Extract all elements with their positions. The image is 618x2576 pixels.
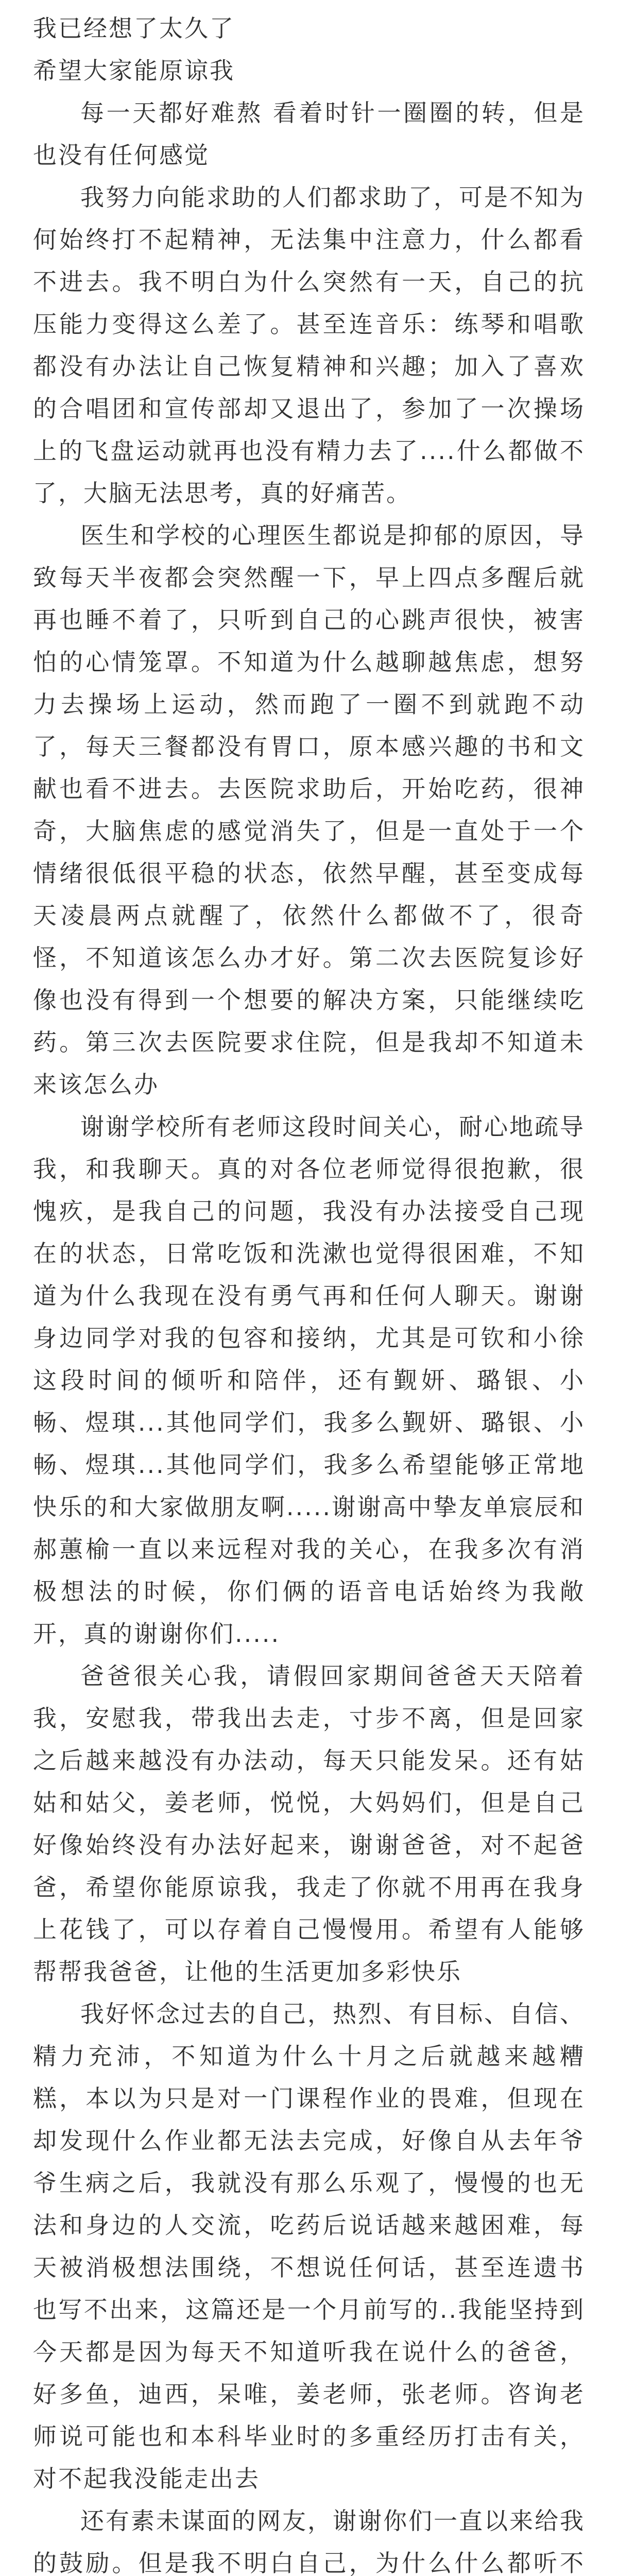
paragraph: 我好怀念过去的自己，热烈、有目标、自信、精力充沛，不知道为什么十月之后就越来越糟糕，本以为只是对一门课程作业的畏难，但现在却发现什么作业都无法去完成，好像自从去年爷爷生病之后，我就没有那么乐观了，慢慢的也无法和身边的人交流，吃药后说话越来越困难，每天被消极想法围绕，不想说任何话，甚至连遗书也写不出来，这篇还是一个月前写的..我能坚持到今天都是因为每天不知道听我在说什么的爸爸，好多鱼，迪西，呆唯，姜老师，张老师。咨询老师说可能也和本科毕业时的多重经历打击有关，对不起我没能走出去 xyxy=(33,2000,585,2493)
paragraph: 谢谢学校所有老师这段时间关心，耐心地疏导我，和我聊天。真的对各位老师觉得很抱歉，很愧疚，是我自己的问题，我没有办法接受自己现在的状态，日常吃饭和洗漱也觉得很困难，不知道为什么我现在没有勇气再和任何人聊天。谢谢身边同学对我的包容和接纳，尤其是可钦和小徐这段时间的倾听和陪伴，还有觐妍、璐银、小畅、煜琪...其他同学们，我多么觐妍、璐银、小畅、煜琪...其他同学们，我多么希望能够正常地快乐的和大家做朋友啊.....谢谢高中挚友单宸辰和郝蕙榆一直以来远程对我的关心，在我多次有消极想法的时候，你们俩的语音电话始终为我敞开，真的谢谢你们..... xyxy=(33,1113,585,1648)
paragraph: 爸爸很关心我，请假回家期间爸爸天天陪着我，安慰我，带我出去走，寸步不离，但是回家之后越来越没有办法动，每天只能发呆。还有姑姑和姑父，姜老师，悦悦，大妈妈们，但是自己好像始终没有办法好起来，谢谢爸爸，对不起爸爸，希望你能原谅我，我走了你就不用再在我身上花钱了，可以存着自己慢慢用。希望有人能够帮帮我爸爸，让他的生活更加多彩快乐 xyxy=(33,1662,585,1986)
paragraph: 医生和学校的心理医生都说是抑郁的原因，导致每天半夜都会突然醒一下，早上四点多醒后就再也睡不着了，只听到自己的心跳声很快，被害怕的心情笼罩。不知道为什么越聊越焦虑，想努力去操场上运动，然而跑了一圈不到就跑不动了，每天三餐都没有胃口，原本感兴趣的书和文献也看不进去。去医院求助后，开始吃药，很神奇，大脑焦虑的感觉消失了，但是一直处于一个情绪很低很平稳的状态，依然早醒，甚至变成每天凌晨两点就醒了，依然什么都做不了，很奇怪，不知道该怎么办才好。第二次去医院复诊好像也没有得到一个想要的解决方案，只能继续吃药。第三次去医院要求住院，但是我却不知道未来该怎么办 xyxy=(33,521,585,1098)
paragraph: 还有素未谋面的网友，谢谢你们一直以来给我的鼓励。但是我不明白自己，为什么什么都听不 xyxy=(33,2507,585,2576)
note-body xyxy=(33,7,585,2576)
opening-line: 希望大家能原谅我 xyxy=(33,57,235,84)
paragraph: 每一天都好难熬 看着时针一圈圈的转，但是也没有任何感觉 xyxy=(33,99,585,169)
opening-line: 我已经想了太久了 xyxy=(33,14,235,42)
paragraph: 我努力向能求助的人们都求助了，可是不知为何始终打不起精神，无法集中注意力，什么都看不进去。我不明白为什么突然有一天，自己的抗压能力变得这么差了。甚至连音乐：练琴和唱歌都没有办法让自己恢复精神和兴趣；加入了喜欢的合唱团和宣传部却又退出了，参加了一次操场上的飞盘运动就再也没有精力去了....什么都做不了，大脑无法思考，真的好痛苦。 xyxy=(33,183,585,507)
